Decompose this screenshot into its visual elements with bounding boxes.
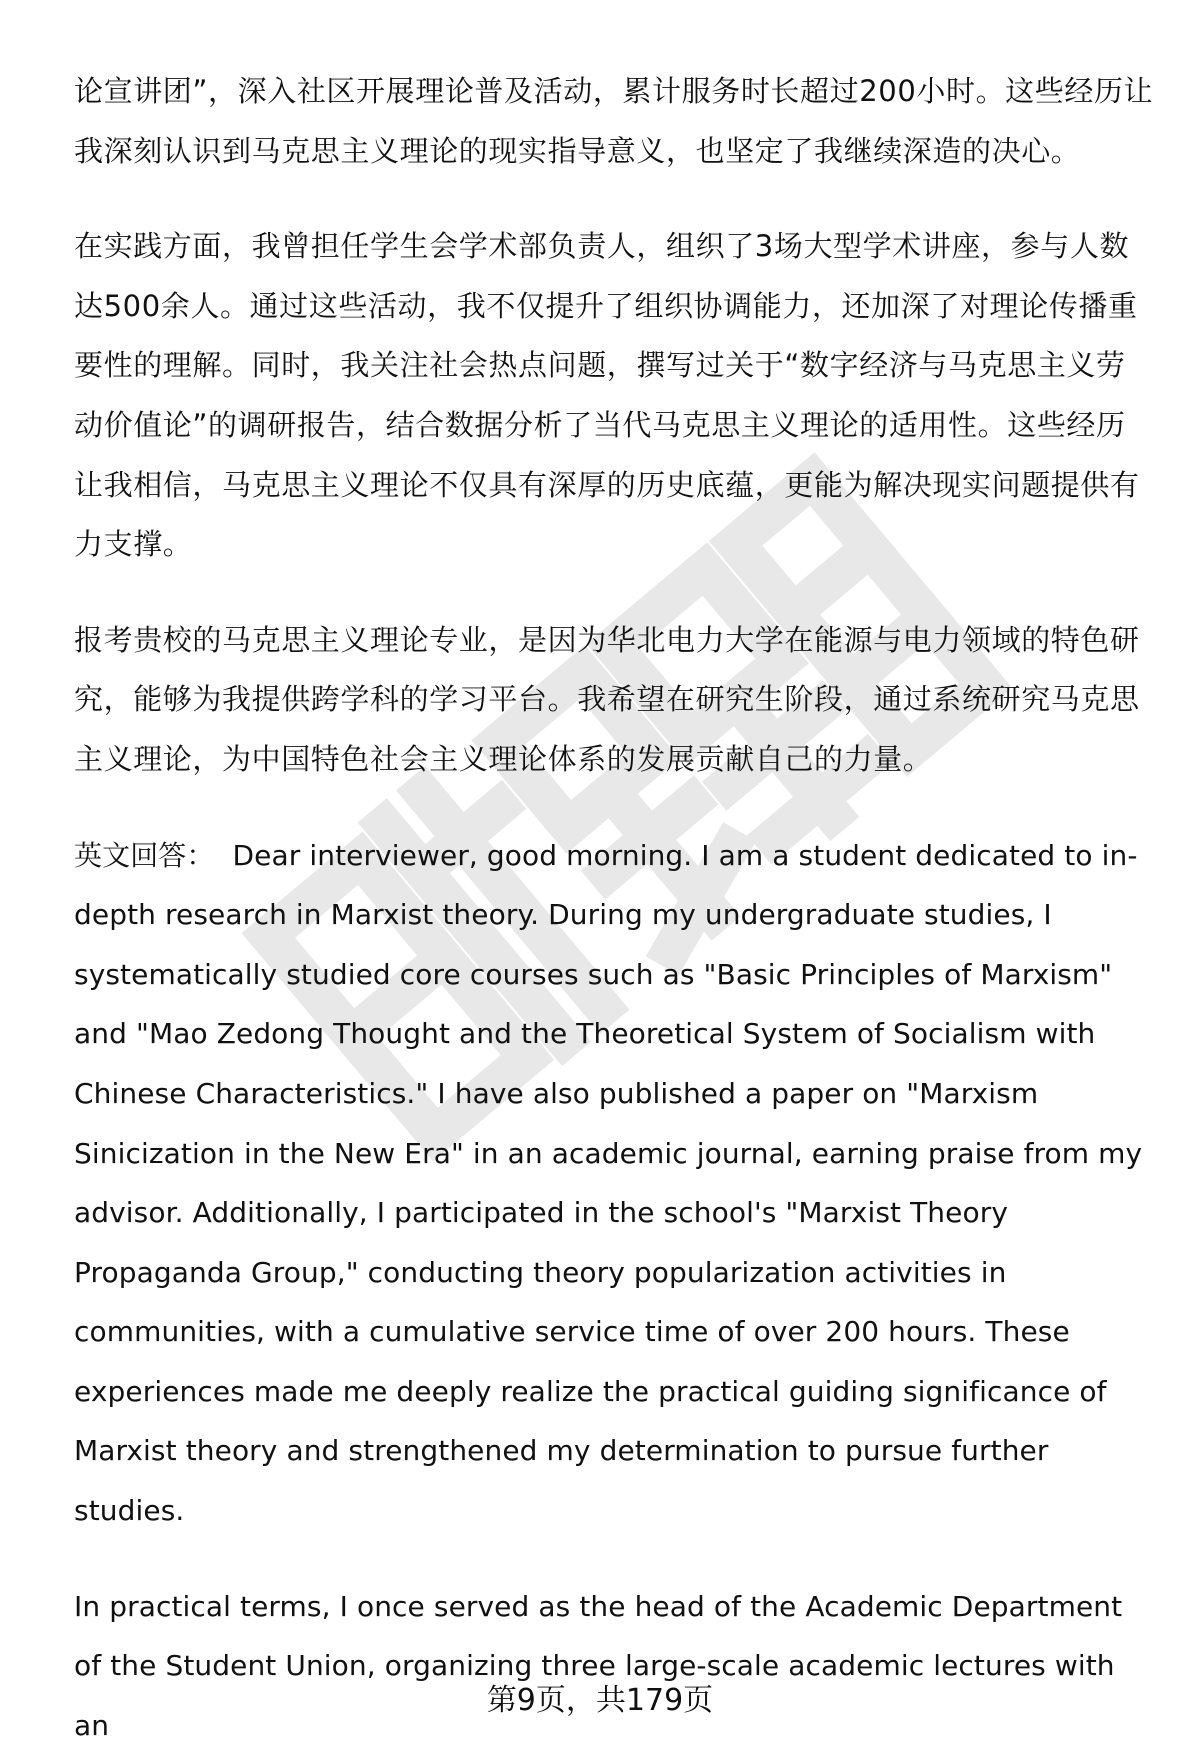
paragraph-english-2: In practical terms, I once served as the head of the Academic Department of the Student Union, organizing three large-scale academic lectures with an <box>74 1589 1123 1742</box>
document-body <box>74 62 1154 1755</box>
paragraph-zh-2: 在实践方面，我曾担任学生会学术部负责人，组织了3场大型学术讲座，参与人数达500余人。通过这些活动，我不仅提升了组织协调能力，还加深了对理论传播重要性的理解。同时，我关注社会热点问题，撰写过关于“数字经济与马克思主义劳动价值论”的调研报告，结合数据分析了当代马克思主义理论的适用性。这些经历让我相信，马克思主义理论不仅具有深厚的历史底蕴，更能为解决现实问题提供有力支撑。 <box>74 229 1140 562</box>
paragraph-english-answer <box>74 826 1154 1541</box>
paragraph-zh-3: 报考贵校的马克思主义理论专业，是因为华北电力大学在能源与电力领域的特色研究，能够为我提供跨学科的学习平台。我希望在研究生阶段，通过系统研究马克思主义理论，为中国特色社会主义理论体系的发展贡献自己的力量。 <box>74 622 1140 776</box>
page-number-footer: 第9页，共179页 <box>486 1683 714 1718</box>
english-answer-text: Dear interviewer, good morning. I am a student dedicated to in-depth research in Marxist theory. During my undergraduate studies, I systematically studied core courses such as "Basic Principles of Marxism" and "Mao Zedong Thought and the Theoretical System of Socialism with Chinese Characteristics." I have also published a paper on "Marxism Sinicization in the New Era" in an academic journal, earning praise from my advisor. Additionally, I participated in the school's "Marxist Theory Propaganda Group," conducting theory popularization activities in communities, with a cumulative service time of over 200 hours. These experiences made me deeply realize the practical guiding significance of Marxist theory and strengthened my determination to pursue further studies. <box>74 838 1143 1528</box>
paragraph-zh-1: 论宣讲团”，深入社区开展理论普及活动，累计服务时长超过200小时。这些经历让我深刻认识到马克思主义理论的现实指导意义，也坚定了我继续深造的决心。 <box>74 74 1154 168</box>
english-answer-label: 英文回答： <box>74 838 215 872</box>
